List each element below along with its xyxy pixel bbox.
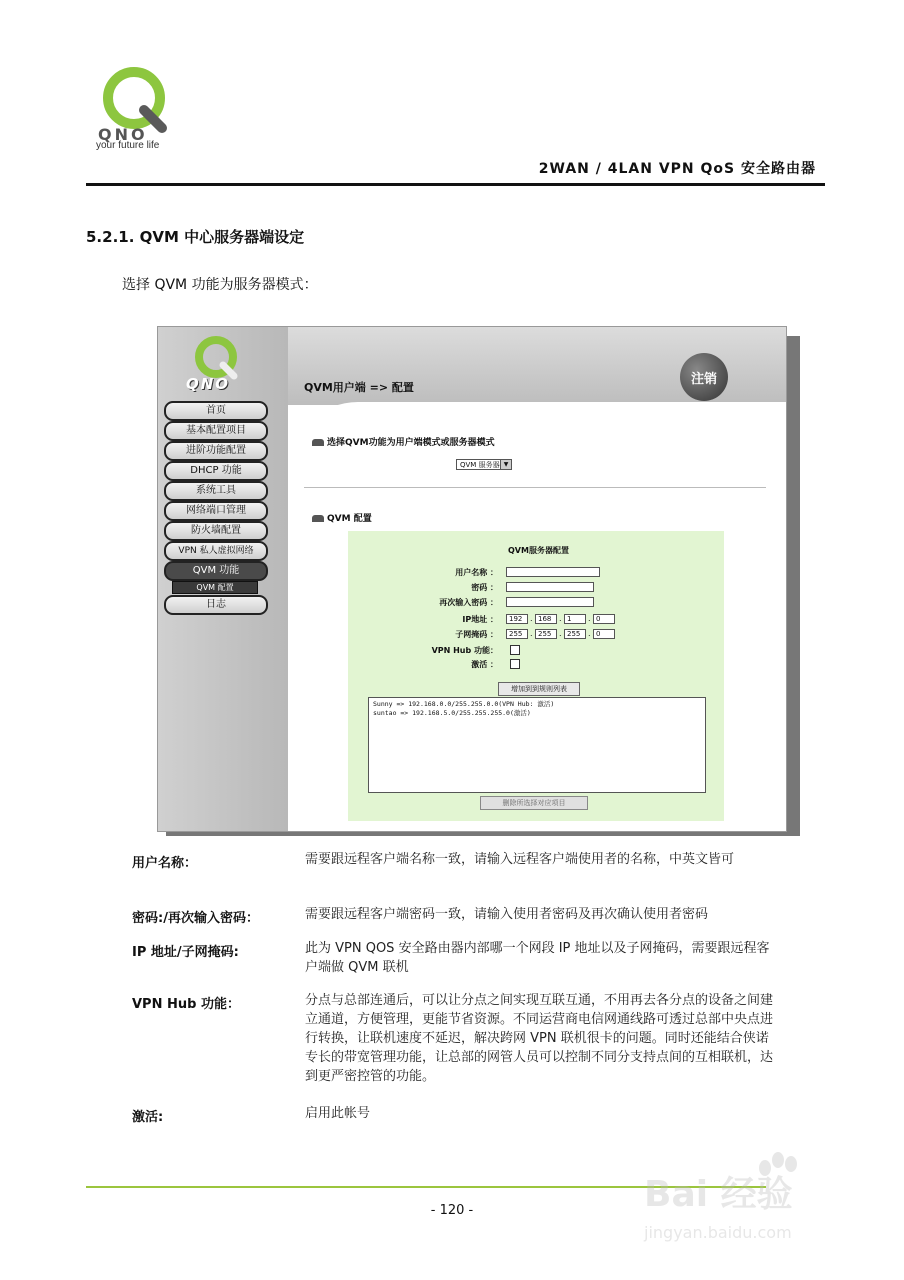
term-password: 密码:/再次输入密码：	[132, 911, 259, 926]
password-confirm-input[interactable]	[506, 597, 594, 607]
username-label: 用户名称 ：	[455, 568, 498, 577]
nav-dhcp[interactable]: DHCP 功能	[164, 461, 268, 481]
nav-home[interactable]: 首页	[164, 401, 268, 421]
logout-button[interactable]: 注销	[680, 353, 728, 401]
product-title: 2WAN / 4LAN VPN QoS 安全路由器	[538, 161, 816, 177]
password-confirm-label: 再次输入密码 ：	[439, 598, 498, 607]
desc-vpn-hub: 分点与总部连通后，可以让分点之间实现互联互通，不用再去各分点的设备之间建立通道，方便管理，更能节省资源。不同运营商电信网通线路可透过总部中央点进行转换，让联机速度不延迟，解决跨网 VPN 联机很卡的问题。同时还能结合侠诺专长的带宽管理功能，让总部的网管人员可以控制不同分支持点间的互相联机，达到更严密控管的功能。	[305, 993, 774, 1084]
watermark-url: jingyan.baidu.com	[644, 1223, 792, 1242]
page-number: - 120 -	[430, 1203, 474, 1218]
subnet-separator: .	[530, 629, 533, 638]
ip-octet-2[interactable]: 168	[535, 614, 557, 624]
desc-password: 需要跟远程客户端密码一致，请输入使用者密码及再次确认使用者密码	[305, 907, 709, 922]
term-activate: 激活:	[132, 1110, 164, 1125]
subnet-octet-3[interactable]: 255	[564, 629, 586, 639]
nav-port-management[interactable]: 网络端口管理	[164, 501, 268, 521]
nav-basic-config[interactable]: 基本配置项目	[164, 421, 268, 441]
section-tab-icon	[312, 515, 324, 522]
ip-separator: .	[588, 614, 591, 623]
mode-section-label: 选择QVM功能为用户端模式或服务器模式	[327, 438, 495, 448]
section-tab-icon	[312, 439, 324, 446]
header-divider	[86, 183, 825, 186]
config-section-label: QVM 配置	[327, 514, 372, 524]
activate-checkbox[interactable]	[510, 659, 520, 669]
password-label: 密码 ：	[471, 583, 498, 592]
ip-octet-1[interactable]: 192	[506, 614, 528, 624]
config-section-title	[312, 511, 372, 524]
desc-username: 需要跟远程客户端名称一致，请输入远程客户端使用者的名称，中英文皆可	[305, 852, 735, 867]
subnet-octet-2[interactable]: 255	[535, 629, 557, 639]
delete-selected-button[interactable]: 删除所选择对应项目	[480, 796, 588, 810]
section-heading: 5.2.1. QVM 中心服务器端设定	[86, 228, 305, 246]
watermark-brand: Bai 经验	[644, 1174, 793, 1215]
desc-ip-subnet: 此为 VPN QOS 安全路由器内部哪一个网段 IP 地址以及子网掩码，需要跟远程客户端做 QVM 联机	[305, 941, 770, 975]
term-vpn-hub: VPN Hub 功能：	[132, 997, 240, 1012]
activate-label: 激活 ：	[471, 660, 498, 669]
ip-octet-4[interactable]: 0	[593, 614, 615, 624]
mode-section-title	[312, 435, 495, 448]
username-input[interactable]	[506, 567, 600, 577]
nav-qvm-config[interactable]: QVM 配置	[172, 581, 258, 594]
brand-text: QNO	[186, 375, 231, 393]
ip-separator: .	[559, 614, 562, 623]
dropdown-arrow-icon: ▼	[500, 460, 511, 469]
vpn-hub-label: VPN Hub 功能：	[431, 646, 498, 655]
rules-listbox[interactable]	[368, 697, 706, 793]
desc-activate: 启用此帐号	[305, 1106, 371, 1121]
ip-label: IP地址 ：	[462, 615, 498, 624]
logo-text: QNO	[98, 125, 148, 144]
nav-firewall[interactable]: 防火墙配置	[164, 521, 268, 541]
subnet-octet-4[interactable]: 0	[593, 629, 615, 639]
baidu-watermark	[640, 1148, 870, 1248]
subnet-octet-1[interactable]: 255	[506, 629, 528, 639]
nav-log[interactable]: 日志	[164, 595, 268, 615]
intro-text: 选择 QVM 功能为服务器模式：	[122, 277, 318, 293]
page-heading: QVM用户端 => 配置	[304, 381, 414, 394]
password-input[interactable]	[506, 582, 594, 592]
vpn-hub-checkbox[interactable]	[510, 645, 520, 655]
router-ui-screenshot	[157, 326, 787, 832]
nav-system-tools[interactable]: 系统工具	[164, 481, 268, 501]
subnet-label: 子网掩码 ：	[455, 630, 498, 639]
rule-item[interactable]: Sunny => 192.168.0.0/255.255.0.0(VPN Hub: 激活)	[373, 700, 555, 708]
term-username: 用户名称：	[132, 856, 198, 871]
subnet-separator: .	[559, 629, 562, 638]
qvm-mode-select[interactable]	[456, 459, 512, 470]
nav-vpn[interactable]: VPN 私人虚拟网络	[164, 541, 268, 561]
mode-select-value: QVM 服务器	[460, 461, 500, 469]
nav-advanced-config[interactable]: 进阶功能配置	[164, 441, 268, 461]
subnet-separator: .	[588, 629, 591, 638]
server-config-title: QVM服务器配置	[508, 546, 569, 555]
section-divider	[304, 487, 766, 488]
ip-octet-3[interactable]: 1	[564, 614, 586, 624]
add-to-list-button[interactable]: 增加到到规则列表	[498, 682, 580, 696]
nav-qvm[interactable]: QVM 功能	[164, 561, 268, 581]
tagline: your future life	[96, 140, 160, 151]
term-ip-subnet: IP 地址/子网掩码:	[132, 945, 239, 960]
rule-item[interactable]: suntao => 192.168.5.0/255.255.255.0(激活)	[373, 709, 531, 717]
ip-separator: .	[530, 614, 533, 623]
